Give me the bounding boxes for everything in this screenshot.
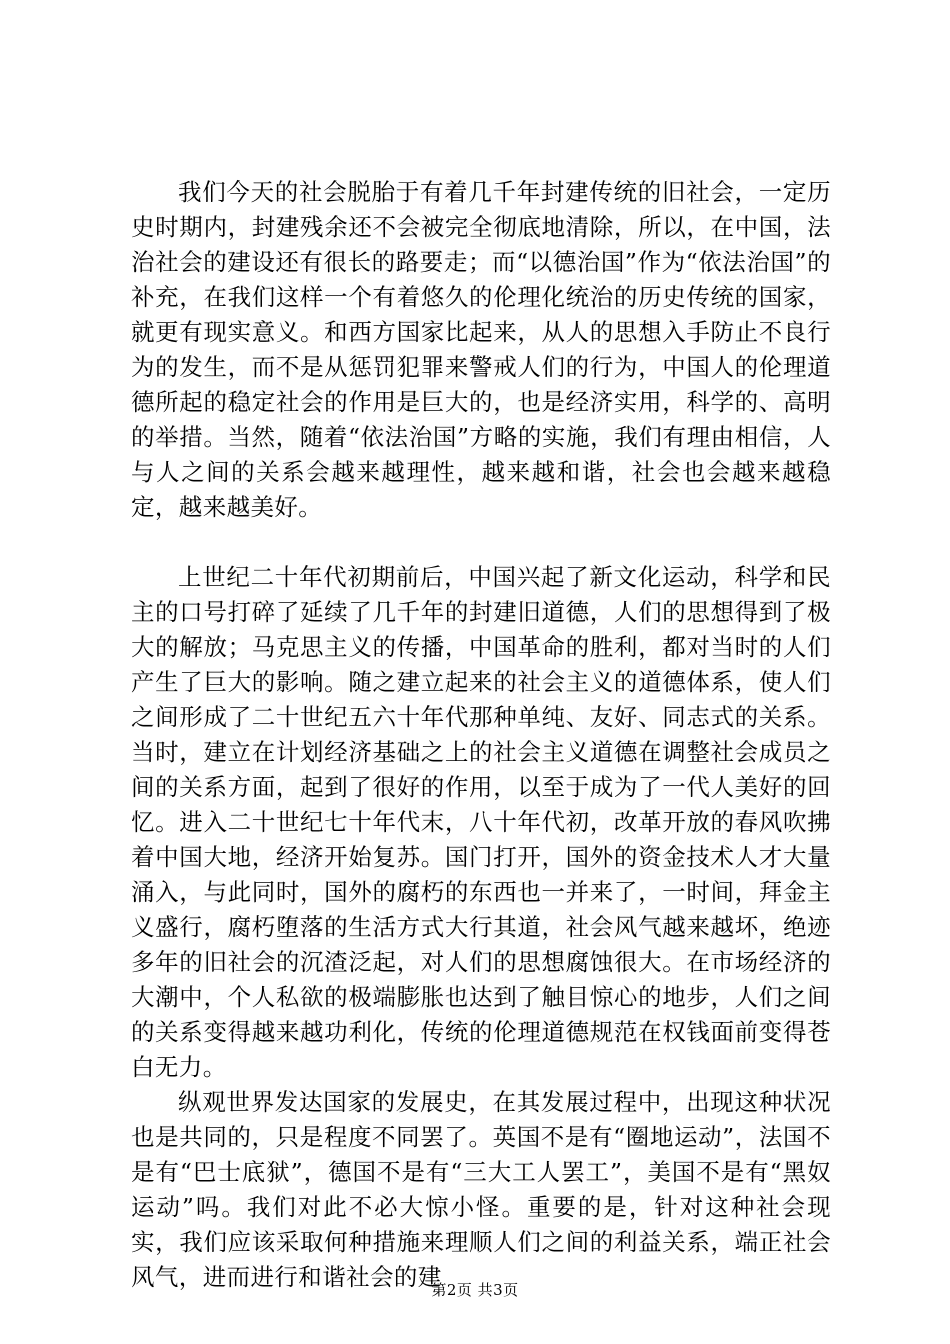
paragraph-developed-nations: 纵观世界发达国家的发展史，在其发展过程中，出现这种状况也是共同的，只是程度不同罢了。英国不是有“圈地运动”，法国不是有“巴士底狱”，德国不是有“三大工人罢工”，美国不是有“黑奴运动”吗。我们对此不必大惊小怪。重要的是，针对这种社会现实，我们应该采取何种措施来理顺人们之间的利益关系，端正社会风气，进而进行和谐社会的建	[131, 1088, 831, 1291]
paragraph-historical-morality: 上世纪二十年代初期前后，中国兴起了新文化运动，科学和民主的口号打碎了延续了几千年的封建旧道德，人们的思想得到了极大的解放；马克思主义的传播，中国革命的胜利，都对当时的人们产生了巨大的影响。随之建立起来的社会主义的道德体系，使人们之间形成了二十世纪五六十年代那种单纯、友好、同志式的关系。当时，建立在计划经济基础之上的社会主义道德在调整社会成员之间的关系方面，起到了很好的作用，以至于成为了一代人美好的回忆。进入二十世纪七十年代末，八十年代初，改革开放的春风吹拂着中国大地，经济开始复苏。国门打开，国外的资金技术人才大量涌入，与此同时，国外的腐朽的东西也一并来了，一时间，拜金主义盛行，腐朽堕落的生活方式大行其道，社会风气越来越坏，绝迹多年的旧社会的沉渣泛起，对人们的思想腐蚀很大。在市场经济的大潮中，个人私欲的极端膨胀也达到了触目惊心的地步，人们之间的关系变得越来越功利化，传统的伦理道德规范在权钱面前变得苍白无力。	[131, 563, 831, 1081]
paragraph-rule-of-virtue: 我们今天的社会脱胎于有着几千年封建传统的旧社会，一定历史时期内，封建残余还不会被完全彻底地清除，所以，在中国，法治社会的建设还有很长的路要走；而“以德治国”作为“依法治国”的补充，在我们这样一个有着悠久的伦理化统治的历史传统的国家，就更有现实意义。和西方国家比起来，从人的思想入手防止不良行为的发生，而不是从惩罚犯罪来警戒人们的行为，中国人的伦理道德所起的稳定社会的作用是巨大的，也是经济实用，科学的、高明的举措。当然，随着“依法治国”方略的实施，我们有理由相信，人与人之间的关系会越来越理性，越来越和谐，社会也会越来越稳定，越来越美好。	[131, 178, 831, 521]
page-footer: 第2页 共3页	[431, 1281, 519, 1299]
body-text	[131, 175, 831, 1295]
